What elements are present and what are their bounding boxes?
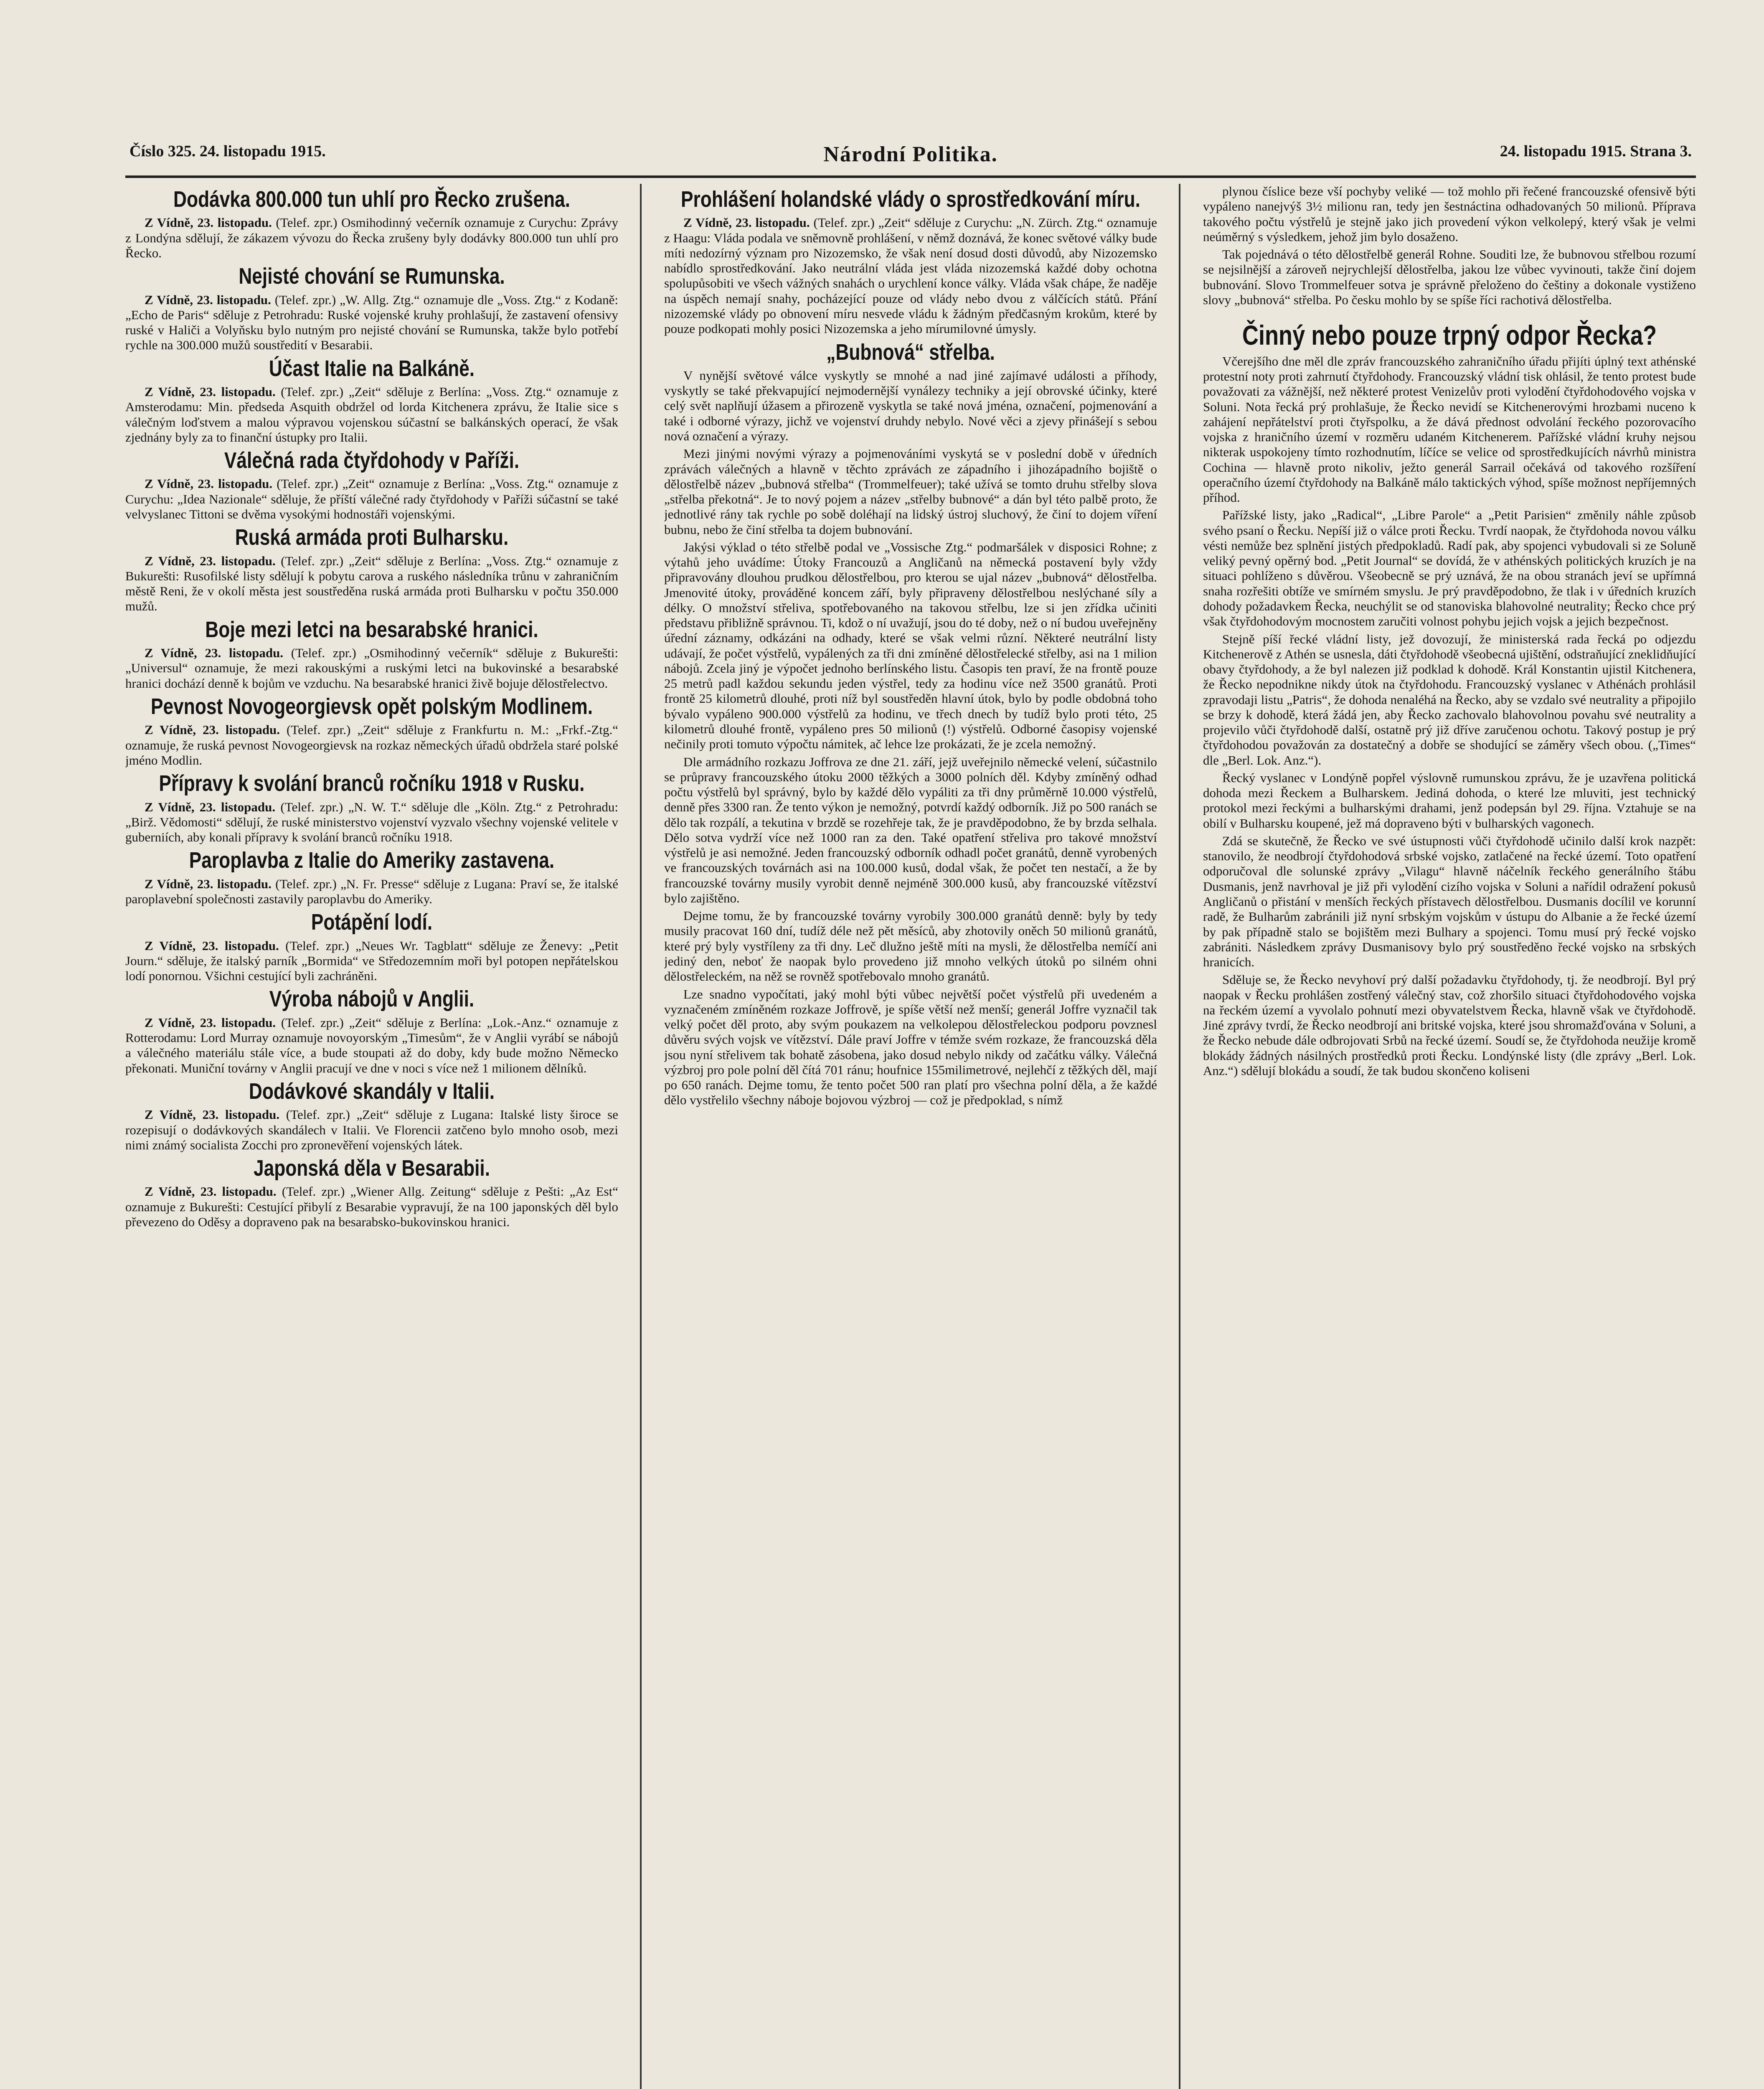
article-text: (Telef. zpr.) „Zeit“ sděluje z Berlína: „Voss. Ztg.“ oznamuje z Amsterodamu: Min. předseda Asquith obdržel od lorda Kitchenera zprávu, že Italie sice s válečným loďstvem a malou výpravou vojenskou súčastní se balkánských operací, že však zjednány byly za to finanční ústupky pro Italii. <box>125 384 618 445</box>
article-text: (Telef. zpr.) „Osmihodinný večerník“ sděluje z Bukurešti: „Universul“ oznamuje, že mezi rakouskými a ruskými letci na bukovinské a besarabské hranici dochází denně k bojům ve vzduchu. Na besarabské hranici živě bojuje dělostřelectvo. <box>125 646 618 691</box>
article-headline: Výroba nábojů v Anglii. <box>269 986 475 1012</box>
article-headline: Účast Italie na Balkáně. <box>269 356 475 381</box>
article-paragraph <box>125 938 618 984</box>
article-paragraph <box>125 554 618 614</box>
article-paragraph <box>125 722 618 768</box>
newspaper-title: Národní Politika. <box>823 142 998 166</box>
article-text: Mezi jinými novými výrazy a pojmenováními vyskytá se v poslední době v úředních zprávách válečných a hlavně v těchto zprávách ze západního i jihozápadního bojiště o dělostřelbě název „bubnová střelba“ (Trommelfeuer); také užívá se tomto druhu střelby slova „střelba překotná“. Je to nový pojem a název „střelby bubnové“ a dán byl této palbě proto, že jednotlivé rány tak rychle po sobě doléhají na lidský ústroj sluchový, že činí to dojem víření bubnu, nebo že činí střelba ta dojem bubnování. <box>664 446 1157 537</box>
article-paragraph <box>125 1184 618 1230</box>
article-paragraph <box>664 215 1157 336</box>
dateline: Z Vídně, 23. listopadu. <box>145 476 273 491</box>
dateline: Z Vídně, 23. listopadu. <box>145 553 276 568</box>
article-paragraph <box>1203 354 1696 506</box>
dateline: Z Vídně, 23. listopadu. <box>145 799 276 814</box>
dateline: Z Vídně, 23. listopadu. <box>145 215 272 230</box>
article-text: Lze snadno vypočítati, jaký mohl býti vůbec největší počet výstřelů při uvedeném a vyznačeném zmíněném rozkaze Joffrově, je spíše větší než menší; generál Joffre vyznačil tak velký počet děl proto, aby svým poukazem na velkolepou dělostřeleckou podporu povznesl důvěru svých vojsk ve vítězství. Dále praví Joffre v témže svém rozkaze, že francouzská děla jsou nyní střelivem tak bohatě zásobena, jako dosud nebylo nikdy od začátku války. Válečná výzbroj pro pole polní děl čítá 701 ránu; houfnice 155milimetrové, nejlehčí z těžkých děl, mají po 650 ranách. Dejme tomu, že tento počet 500 ran platí pro všechna polní děla, a že každé dělo vystřelilo všechny náboje bojovou výzbroj — což je předpoklad, s nímž <box>664 986 1157 1108</box>
article-headline: Přípravy k svolání branců ročníku 1918 v Rusku. <box>159 771 585 796</box>
article-text: (Telef. zpr.) „Wiener Allg. Zeitung“ sděluje z Pešti: „Az Est“ oznamuje z Bukurešti: Cestující přibylí z Besarabie vypravují, že na 100 japonských děl bylo převezeno do Oděsy a dopraveno pak na besarabsko-bukovinskou hranici. <box>125 1184 618 1229</box>
article-text: Řecký vyslanec v Londýně popřel výslovně rumunskou zprávu, že je uzavřena politická dohoda mezi Řeckem a Bulharskem. Jediná dohoda, o které lze mluviti, jest technický protokol mezi řeckými a bulharskými drahami, jenž podepsán byl 29. října. Vztahuje se na obilí v Bulharsku koupené, jež má dopraveno býti v bulharských vagonech. <box>1203 770 1696 831</box>
column-rule <box>1179 184 1180 2089</box>
article-text: Dejme tomu, že by francouzské továrny vyrobily 300.000 granátů denně: byly by tedy musily pracovat 160 dní, tudíž déle než pět měsíců, aby zhotovily oněch 50 milionů granátů, které prý byly vystříleny za tři dny. Leč dlužno ještě míti na mysli, že dělostřelba nemíčí ani jediný den, neboť že naopak bylo provedeno již mnoho velkých útoků po silném ohni dělostřeleckém, na něž se rovněž spotřebovalo mnoho granátů. <box>664 908 1157 984</box>
article-text: plynou číslice beze vší pochyby veliké — tož mohlo při řečené francouzské ofensivě býti vypáleno nanejvýš 3½ milionu ran, tedy jen šestnáctina odhadovaných 50 milionů. Příprava takového počtu výstřelů je stejně jako jich provedení výkon velkolepý, který však je velmi neúměrný s výsledkem, jehož jim bylo dosaženo. <box>1203 184 1696 244</box>
article-headline: „Bubnová“ střelba. <box>826 339 995 365</box>
article-text: (Telef. zpr.) „Zeit“ sděluje z Lugana: Italské listy široce se rozepisují o dodávkových skandálech v Italii. Ve Florencii zatčeno bylo mnoho osob, mezi nimi známý socialista Zocchi pro zpronevěření vojenských látek. <box>125 1107 618 1152</box>
article-headline: Prohlášení holandské vlády o sprostředkování míru. <box>681 187 1140 212</box>
article-headline: Paroplavba z Italie do Ameriky zastavena. <box>189 848 555 873</box>
column-2 <box>664 184 1157 2089</box>
page-date-number: 24. listopadu 1915. Strana 3. <box>1500 142 1692 160</box>
dateline: Z Vídně, 23. listopadu. <box>683 215 810 230</box>
article-text: (Telef. zpr.) „Zeit“ sděluje z Curychu: „N. Zürch. Ztg.“ oznamuje z Haagu: Vláda podala ve sněmovně prohlášení, v němž doznává, že konec světové války bude míti nedozírný význam pro Nizozemsko, že však není dosud dosti důvodů, aby Nizozemsko nabídlo sprostředkování. Jako neutrální vláda jest vláda nizozemská každé doby ochotna spolupůsobiti ve všech vážných snahách o urychlení konce války. Vláda však chápe, že naděje na úspěch nemají snahy, pocházející pouze od vlády nebo dvou z válčících států. Přání nizozemské vlády po obnovení míru nesvede vládu k žádným předčasným krokům, které by pouze podkopati mohly posici Nizozemska a jeho mírumilovné úmysly. <box>664 215 1157 336</box>
dateline: Z Vídně, 23. listopadu. <box>145 292 271 307</box>
dateline: Z Vídně, 23. listopadu. <box>145 876 272 891</box>
article-paragraph <box>125 292 618 353</box>
article-paragraph <box>125 646 618 691</box>
dateline: Z Vídně, 23. listopadu. <box>145 722 280 737</box>
article-text: (Telef. zpr.) Osmihodinný večerník oznamuje z Curychu: Zprávy z Londýna sdělují, že zákazem vývozu do Řecka zrušeny byly dodávky 800.000 tun uhlí pro Řecko. <box>125 215 618 260</box>
masthead <box>125 125 1696 178</box>
article-text: (Telef. zpr.) „Neues Wr. Tagblatt“ sděluje ze Ženevy: „Petit Journ.“ sděluje, že italský parník „Bormida“ ve Středozemním moři byl potopen nepřátelskou lodí ponornou. Všichni cestující byli zachráněni. <box>125 938 618 984</box>
article-text: Zdá se skutečně, že Řecko ve své ústupnosti vůči čtyřdohodě učinilo další krok nazpět: stanovilo, že neodbrojí čtyřdohodová srbské vojsko, zatlačené na řecké území. Toto opatření odporučoval dle solunské zprávy „Vilagu“ hlavně náčelník řeckého generálního štábu Dusmanis, jenž navrhoval je již při vylodění cizího vojska v Soluni a nařídil odražení pokusů Angličanů o přistání v menších řeckých přístavech dělostřelbou. Dusmanis docílil ve korunní radě, že Bulharům zabránili již nyní srbským vojskům v ústupu do Albanie a že řecké území by pak případně stalo se bojištěm mezi Bulhary a spojenci. Tomu musí prý řecké vojsko zabrániti. Následkem zprávy Dusmanisovy bylo prý soustředěno řecké vojsko na srbských hranicích. <box>1203 833 1696 970</box>
article-text: Sděluje se, že Řecko nevyhoví prý další požadavku čtyřdohody, tj. že neodbrojí. Byl prý naopak v Řecku prohlášen zostřený válečný stav, což zhoršilo situaci čtyřdohodového vojska na řeckém území a vyvolalo pohnutí mezi obyvatelstvem Řecka, hlavně však ve čtyřdohodě. Jiné zprávy tvrdí, že Řecko neodbrojí ani britské vojska, které jsou shromažďována v Soluni, a že Řecko nebude dále odbrojovati Srbů na řecké území. Soudí se, že čtyřdohoda neužije kromě blokády žádných násilných prostředků proti Řecku. Londýnské listy (dle zprávy „Berl. Lok. Anz.“) sdělují blokádu a soudí, že tak budou skončeno koliseni <box>1203 972 1696 1078</box>
article-paragraph <box>125 215 618 261</box>
article-text: (Telef. zpr.) „Zeit“ sděluje z Berlína: „Lok.-Anz.“ oznamuje z Rotterodamu: Lord Murray oznamuje novoyorským „Timesům“, že v Anglii vyrábí se nábojů a válečného materiálu stále více, a bude stoupati až do doby, kdy bude možno Německo překonati. Muniční továrny v Anglii pracují ve dne v noci s více než 1 milionem dělníků. <box>125 1015 618 1075</box>
article-paragraph <box>1203 972 1696 1078</box>
article-headline: Válečná rada čtyřdohody v Paříži. <box>224 448 520 473</box>
dateline: Z Vídně, 23. listopadu. <box>145 384 276 399</box>
dateline: Z Vídně, 23. listopadu. <box>145 938 279 953</box>
article-paragraph <box>1203 184 1696 244</box>
issue-number-date: Číslo 325. 24. listopadu 1915. <box>129 142 326 160</box>
article-text: (Telef. zpr.) „N. Fr. Presse“ sděluje z Lugana: Praví se, že italské paroplavební společnosti zastavily paroplavbu do Ameriky. <box>125 876 618 906</box>
article-text: V nynější světové válce vyskytly se mnohé a nad jiné zajímavé události a příhody, vyskytly se také překvapující nejmodernější vynálezy techniky a její obrovské účinky, které celý svět naplňují úžasem a přirozeně vyskytla se také nová jména, označení, pojmenování a také i odborné výrazy, jichž ve vojenství druhdy nebylo. Nové věci a zjevy přinášejí s sebou nová označení a výrazy. <box>664 368 1157 443</box>
article-paragraph <box>1203 508 1696 629</box>
article-headline: Nejisté chování se Rumunska. <box>239 264 505 289</box>
article-headline: Činný nebo pouze trpný odpor Řecka? <box>1242 320 1657 351</box>
article-paragraph <box>1203 247 1696 308</box>
article-text: Pařížské listy, jako „Radical“, „Libre Parole“ a „Petit Parisien“ změnily náhle způsob svého psaní o Řecku. Nepíší již o válce proti Řecku. Tvrdí naopak, že čtyřdohoda novou válku vésti nemůže bez splnění jistých předpokladů. Radí pak, aby spojenci vybudovali si ze Soluně veliký pevný opěrný bod. „Petit Journal“ se dovídá, že v athénských politických kruzích je na situaci pohlíženo s důvěrou. Všeobecně se prý uznává, že na obou stranách jeví se upřímná snaha rozřešiti obtíže ve smírném smyslu. Je prý pravděpodobno, že tlak i v úředních kruzích dohody požadavkem Řecka, neuchýlit se od stanoviska blahovolné neutrality; Řecko chce prý však čtyřdohodovým mocnostem zaručiti volnost pohybu jejich vojsk a jejich bezpečnost. <box>1203 508 1696 629</box>
article-paragraph <box>664 908 1157 984</box>
article-paragraph <box>1203 770 1696 831</box>
article-paragraph <box>125 1107 618 1153</box>
newspaper-page <box>125 125 1696 2089</box>
article-headline: Dodávkové skandály v Italii. <box>249 1078 495 1104</box>
article-headline: Boje mezi letci na besarabské hranici. <box>205 617 538 642</box>
article-headline: Potápění lodí. <box>311 910 433 935</box>
dateline: Z Vídně, 23. listopadu. <box>145 1107 280 1122</box>
article-paragraph <box>1203 834 1696 970</box>
article-headline: Japonská děla v Besarabii. <box>253 1156 490 1181</box>
article-text: Stejně píší řecké vládní listy, jež dovozují, že ministerská rada řecká po odjezdu Kitchenerově z Athén se usnesla, dáti čtyřdohodě všeobecná ujištění, odstraňující zneklidňující obavy čtyřdohody, a že byl nalezen již podklad k dohodě. Král Konstantin ujistil Kitchenera, že Řecko nepodnikne nikdy útok na čtyřdohodu. Francouzský vyslanec v Athénách prohlásil zpravodaji listu „Patris“, že dohoda nenaléhá na Řecko, aby se vzdalo své neutrality a připojilo se brzy k dohodě, která žádá jen, aby Řecko zachovalo blahovolnou povahu své neutrality a projevilo vůči čtyřdohodě další, ostatně prý již dříve zaručenou ochotu. Takový postup je prý čtyřdohodou považován za dostatečný a dobře se shodující se záměry všech obou. („Times“ dle „Berl. Lok. Anz.“). <box>1203 631 1696 767</box>
dateline: Z Vídně, 23. listopadu. <box>145 1015 276 1030</box>
column-rule <box>640 184 642 2089</box>
article-paragraph <box>664 540 1157 752</box>
article-paragraph <box>125 1015 618 1076</box>
article-paragraph <box>1203 632 1696 768</box>
article-text: Jakýsi výklad o této střelbě podal ve „Vossische Ztg.“ podmaršálek v disposici Rohne; z výtahů jeho uvádíme: Útoky Francouzů a Angličanů na německá postavení byly vždy připravovány dlouhou prudkou dělostřelbou, pro kterou se ujal název „bubnová“ dělostřelba. Jmenovité útoky, prováděné koncem září, byly připraveny dělostřelbou neslýchané síly a délky. O množství střeliva, spotřebovaného na takovou střelbu, lze si jen zřídka učiniti představu přibližně správnou. Ti, kdož o ní uvažují, jsou do té doby, než o ní budou uveřejněny úřední záznamy, odkázáni na odhady, které se však velmi různí. Některé neutrální listy udávají, že počet výstřelů, vypálených za tři dni zmíněné dělostřelecké střelby, asi na 1 milion nábojů. Zcela jiný je výpočet jednoho berlínského listu. Časopis ten praví, že na frontě pouze 25 metrů padl každou sekundu jeden výstřel, tedy za hodinu více než 3500 granátů. Proti frontě 25 kilometrů dlouhé, proti níž byl soustředěn hlavní útok, bylo by podle obdobná toho bývalo vypáleno 900.000 výstřelů za hodinu, ve třech dnech by tudíž bylo proti této, 25 kilometrů dlouhé frontě, vypáleno pres 50 milionů (!) výstřelů. Odborné časopisy vojenské nečinily proti tomuto výpočtu námitek, ač lehce lze prokázati, že je zcela nemožný. <box>664 539 1157 752</box>
article-text: (Telef. zpr.) „N. W. T.“ sděluje dle „Köln. Ztg.“ z Petrohradu: „Birž. Vědomosti“ sdělují, že ruské ministerstvo vojenství vyzvalo všechny vojenské velitele v guberniích, aby konali přípravy k svolání branců ročníku 1918. <box>125 799 618 845</box>
article-paragraph <box>125 384 618 445</box>
article-paragraph <box>125 476 618 522</box>
article-text: Dle armádního rozkazu Joffrova ze dne 21. září, jejž uveřejnilo německé velení, súčastnilo se průpravy francouzského útoku 2000 těžkých a 3000 polních děl. Kdyby zmíněný odhad počtu výstřelů byl správný, bylo by každé dělo vypáliti za tři dny průměrně 10.000 výstřelů, denně přes 3300 ran. Že tento výkon je nemožný, potvrdí každý odborník. Již po 500 ranách se dělo tak rozpálí, a tekutina v brzdě se rozehřeje tak, že je pravděpodobno, že by brzda selhala. Dělo sotva vydrží více než 1000 ran za den. Také opatření střeliva pro takové množství výstřelů je asi nemožné. Jeden francouzský odborník odhadl počet granátů, denně vyrobených ve francouzských továrnách asi na 100.000 kusů, dodal však, že počet ten nestačí, a že by francouzské továrny musily vyrobit denně nejméně 300.000 kusů, aby francouzské vítězství bylo zajištěno. <box>664 754 1157 905</box>
column-3 <box>1203 184 1696 2089</box>
column-1 <box>125 184 618 2089</box>
article-paragraph <box>664 987 1157 1108</box>
article-paragraph <box>664 755 1157 906</box>
article-text: Včerejšího dne měl dle zpráv francouzského zahraničního úřadu přijíti úplný text athénské protestní noty proti zahrnutí čtyřdohody. Francouzský vládní tisk ohlásil, že tento protest bude považovati za vážnější, než některé protest Venizelův proti vylodění čtyřdohodového vojska v Soluni. Nota řecká prý prohlašuje, že Řecko nevidí se Kitchenerovými hrozbami nuceno k zahájení nepřátelství proti čtyřspolku, a že dává přednost odvolání řeckého pozorovacího vojska z hraničního území v rozměru udaném Kitchenerem. Pařížské vládní kruhy nejsou nikterak uspokojeny tímto rozhodnutím, líčíce se velice od sprostředkujících návrhů ministra Cochina — hlavně proto nikoliv, ježto generál Sarrail očekává od takového rozšíření operačního území čtyřdohody na Balkáně málo taktických výhod, spíše možnost nepříjemných příhod. <box>1203 353 1696 505</box>
article-text: (Telef. zpr.) „Zeit“ sděluje z Frankfurtu n. M.: „Frkf.-Ztg.“ oznamuje, že ruská pevnost Novogeorgievsk na rozkaz německých úřadů obdržela staré polské jméno Modlin. <box>125 722 618 767</box>
article-paragraph <box>664 368 1157 444</box>
article-text: (Telef. zpr.) „W. Allg. Ztg.“ oznamuje dle „Voss. Ztg.“ z Kodaně: „Echo de Paris“ sděluje z Petrohradu: Ruské vojenské kruhy prohlašují, že zastavení ofensivy ruské v Haliči a Volyňsku bylo nutným pro nejisté chování se Rumunska, takže bylo potřebí rychle na 300.000 mužů soustředití v Besarabii. <box>125 292 618 353</box>
article-paragraph <box>664 446 1157 537</box>
article-paragraph <box>125 800 618 845</box>
article-text: Tak pojednává o této dělostřelbě generál Rohne. Souditi lze, že bubnovou střelbou rozumí se nejsilnější a zároveň nejrychlejší dělostřelba, jakou lze vůbec vyvinouti, takže činí dojem bubnování. Slovo Trommelfeuer sotva je správně přeloženo do češtiny a dokonale vystiženo slovy „bubnová“ střelba. Po česku mohlo by se spíše říci rachotivá dělostřelba. <box>1203 247 1696 307</box>
article-text: (Telef. zpr.) „Zeit“ oznamuje z Berlína: „Voss. Ztg.“ oznamuje z Curychu: „Idea Nazionale“ sděluje, že příští válečné rady čtyřdohody v Paříži súčastní se také velvyslanec Tittoni se dvěma vysokými hodnostáři vojenskými. <box>125 476 618 522</box>
article-headline: Pevnost Novogeorgievsk opět polským Modlinem. <box>150 694 593 719</box>
article-headline: Dodávka 800.000 tun uhlí pro Řecko zrušena. <box>173 187 570 212</box>
article-text: (Telef. zpr.) „Zeit“ sděluje z Berlína: „Voss. Ztg.“ oznamuje z Bukurešti: Rusofilské listy sdělují k pobytu carova a ruského následníka trůnu v zahraničním městě Reni, že v okolí města jest soustředěna ruská armáda proti Bulharsku v počtu 350.000 mužů. <box>125 553 618 614</box>
dateline: Z Vídně, 23. listopadu. <box>145 646 284 661</box>
article-paragraph <box>125 877 618 907</box>
dateline: Z Vídně, 23. listopadu. <box>145 1184 277 1199</box>
article-headline: Ruská armáda proti Bulharsku. <box>235 525 509 550</box>
